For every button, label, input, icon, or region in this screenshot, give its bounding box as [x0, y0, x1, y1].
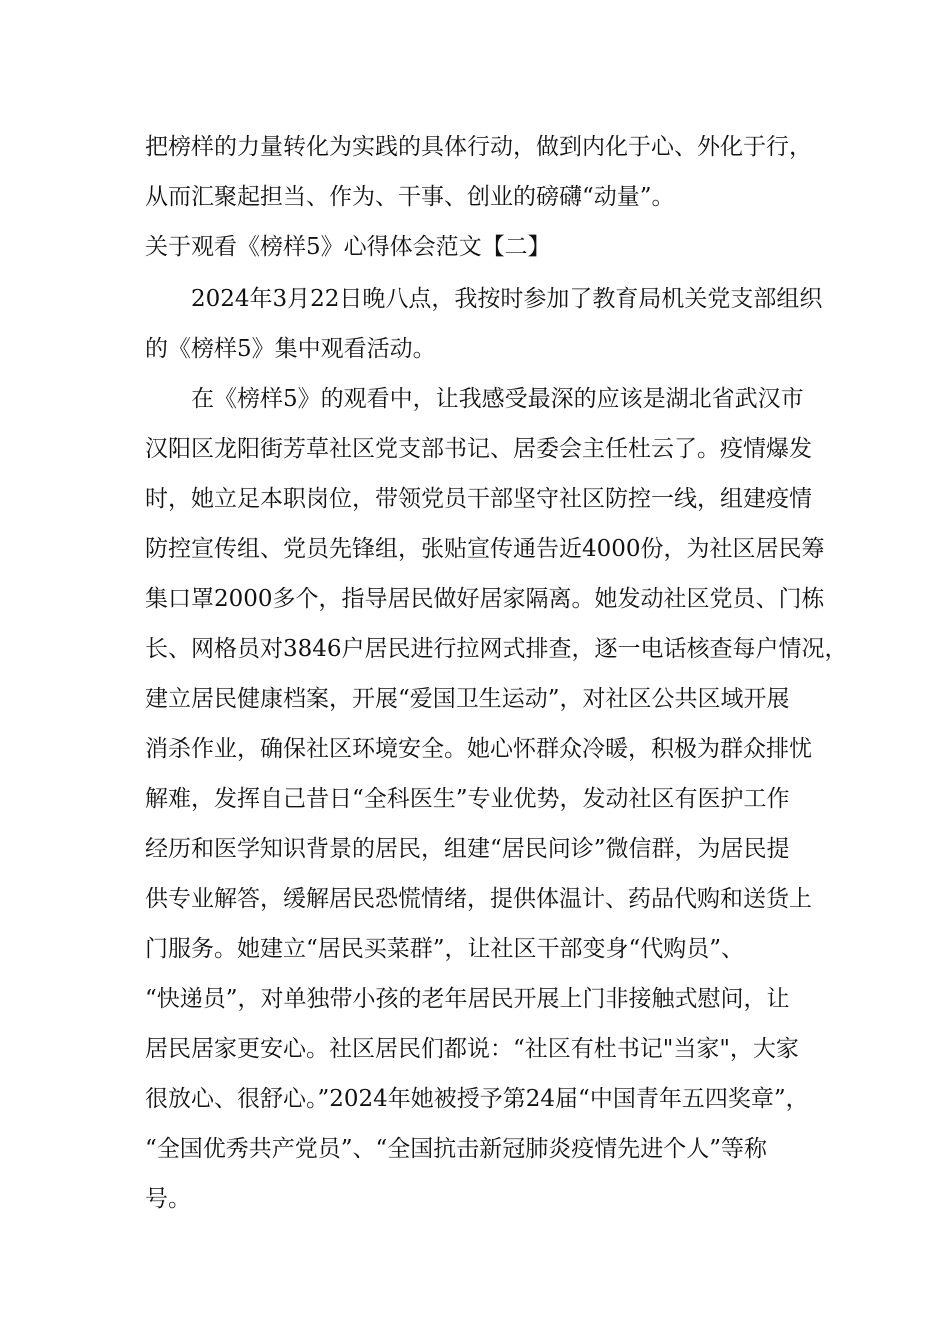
text-line: “全国优秀共产党员”、“全国抗击新冠肺炎疫情先进个人”等称: [145, 1136, 768, 1162]
text-line: 解难，发挥自己昔日“全科医生”专业优势，发动社区有医护工作: [145, 786, 790, 812]
text-line: 把榜样的力量转化为实践的具体行动，做到内化于心、外化于行，: [145, 134, 812, 160]
text-line: 经历和医学知识背景的居民，组建“居民问诊”微信群，为居民提: [145, 836, 790, 862]
section-heading: 关于观看《榜样5》心得体会范文【二】: [145, 234, 551, 260]
text-line: 长、网格员对3846户居民进行拉网式排查，逐一电话核查每户情况，: [145, 636, 848, 662]
text-line: 防控宣传组、党员先锋组，张贴宣传通告近4000份，为社区居民筹: [145, 536, 825, 562]
text-line: 供专业解答，缓解居民恐慌情绪，提供体温计、药品代购和送货上: [145, 886, 812, 912]
text-line: 很放心、很舒心。”2024年她被授予第24届“中国青年五四奖章”，: [145, 1086, 809, 1112]
text-line: 汉阳区龙阳街芳草社区党支部书记、居委会主任杜云了。疫情爆发: [145, 436, 812, 462]
text-line: 集口罩2000多个，指导居民做好居家隔离。她发动社区党员、门栋: [145, 586, 825, 612]
text-line: 2024年3月22日晚八点，我按时参加了教育局机关党支部组织: [145, 286, 823, 312]
text-line: 消杀作业，确保社区环境安全。她心怀群众冷暖，积极为群众排忧: [145, 736, 812, 762]
text-line: 门服务。她建立“居民买菜群”，让社区干部变身“代购员”、: [145, 936, 745, 962]
text-line: 在《榜样5》的观看中，让我感受最深的应该是湖北省武汉市: [145, 386, 804, 412]
text-line: 从而汇聚起担当、作为、干事、创业的磅礴“动量”。: [145, 184, 675, 210]
document-body: [145, 122, 815, 222]
text-line: 号。: [145, 1186, 191, 1212]
text-line: 时，她立足本职岗位，带领党员干部坚守社区防控一线，组建疫情: [145, 486, 812, 512]
text-line: “快递员”，对单独带小孩的老年居民开展上门非接触式慰问，让: [145, 986, 790, 1012]
text-line: 建立居民健康档案，开展“爱国卫生运动”，对社区公共区域开展: [145, 686, 790, 712]
text-line: 的《榜样5》集中观看活动。: [145, 336, 436, 362]
section-heading-block: [145, 222, 815, 272]
text-line: 居民居家更安心。社区居民们都说：“社区有杜书记"当家"，大家: [145, 1036, 799, 1062]
paragraph-block: [145, 274, 848, 1224]
